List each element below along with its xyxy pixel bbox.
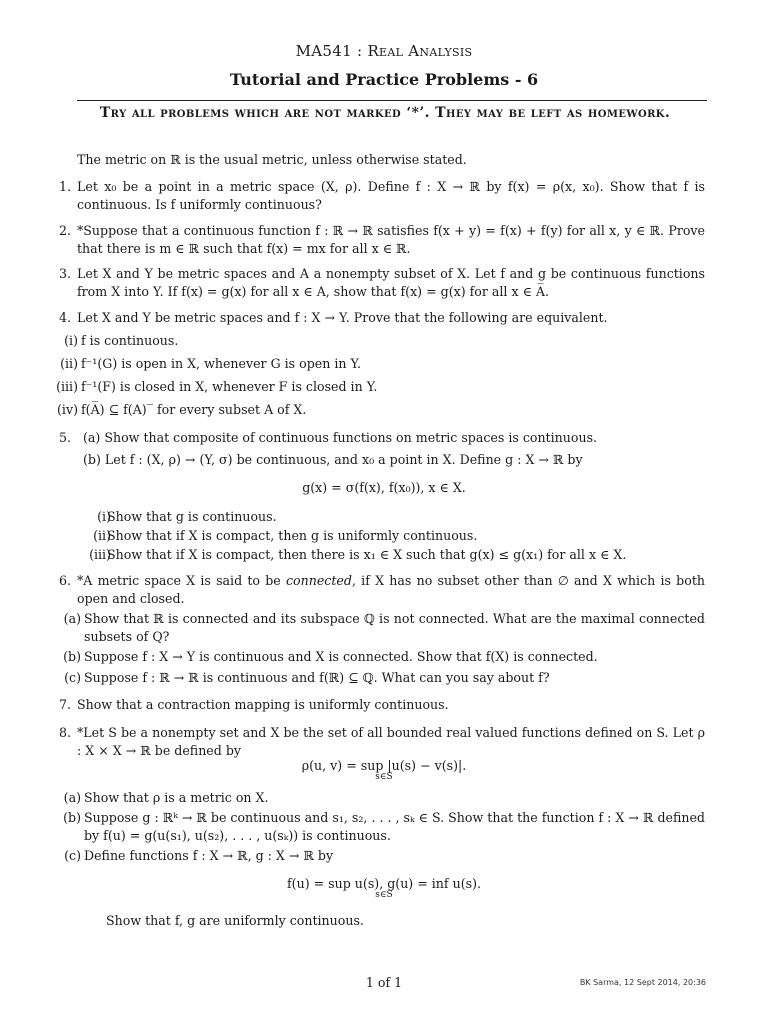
part-text: Show that if X is compact, then there is x₁ ∈ X such that g(x) ≤ g(x₁) for all x ∈ X. xyxy=(107,547,627,562)
problem-text: *Suppose that a continuous function f : ℝ → ℝ satisfies f(x + y) = f(x) + f(y) for all x, y ∈ ℝ. Prove that there is m ∈ ℝ such that f(x) = mx for all x ∈ ℝ. xyxy=(77,223,705,256)
problem-text: Show that a contraction mapping is uniformly continuous. xyxy=(77,697,449,712)
author-timestamp: BK Sarma, 12 Sept 2014, 20:36 xyxy=(579,978,706,987)
problem-number: 5. xyxy=(58,430,71,445)
problem-number: 7. xyxy=(58,697,71,712)
part-text: f⁻¹(F) is closed in X, whenever F is closed in Y. xyxy=(81,379,378,394)
emphasized-term: connected xyxy=(286,573,352,588)
equation-subscript: s∈S xyxy=(375,772,393,782)
problem-text xyxy=(77,572,705,607)
part-text: Show that ℝ is connected and its subspace ℚ is not connected. What are the maximal connected subsets of Q? xyxy=(84,611,705,644)
part-label: (ii) xyxy=(93,528,111,543)
part-label: (a) xyxy=(63,611,81,626)
problem-text: Let X and Y be metric spaces and f : X → Y. Prove that the following are equivalent. xyxy=(77,310,608,325)
intro-paragraph: The metric on ℝ is the usual metric, unless otherwise stated. xyxy=(77,152,467,167)
problem-number: 6. xyxy=(58,573,71,588)
part-text: Suppose g : ℝᵏ → ℝ be continuous and s₁, s₂, . . . , sₖ ∈ S. Show that the function f : X → ℝ defined by f(u) = g(u(s₁), u(s₂), . . . , u(sₖ)) is continuous. xyxy=(84,810,705,843)
part-label: (i) xyxy=(97,509,111,524)
part-text: f is continuous. xyxy=(81,333,179,348)
part-label: (b) xyxy=(63,810,81,825)
display-equation: g(x) = σ(f(x), f(x₀)), x ∈ X. xyxy=(302,480,466,495)
problem-number: 1. xyxy=(58,179,71,194)
part-text: Show that if X is compact, then g is uniformly continuous. xyxy=(107,528,478,543)
problem-text: (a) Show that composite of continuous functions on metric spaces is continuous. xyxy=(83,430,598,445)
part-label: (ii) xyxy=(60,356,78,371)
text-part: , if X has no subset other than ∅ and X which is both open and closed. xyxy=(77,573,705,606)
part-label: (i) xyxy=(64,333,78,348)
page-number: 1 of 1 xyxy=(365,975,403,990)
problem-number: 4. xyxy=(58,310,71,325)
problem-text: *Let S be a nonempty set and X be the set of all bounded real valued functions defined on S. Let ρ : X × X → ℝ be defined by xyxy=(77,725,705,758)
problem-text: Let X and Y be metric spaces and A a nonempty subset of X. Let f and g be continuous functions from X into Y. If f(x) = g(x) for all x ∈ A, show that f(x) = g(x) for all x ∈ A̅. xyxy=(77,266,705,299)
part-text: Show that ρ is a metric on X. xyxy=(84,790,269,805)
problem-number: 2. xyxy=(58,223,71,238)
display-equation: f(u) = sup u(s), g(u) = inf u(s). xyxy=(287,876,481,891)
part-text: f(A̅) ⊆ f(A)‾ for every subset A of X. xyxy=(81,402,307,417)
problem-number: 8. xyxy=(58,725,71,740)
problem-5-part-b: (b) Let f : (X, ρ) → (Y, σ) be continuous, and x₀ a point in X. Define g : X → ℝ by xyxy=(83,452,583,467)
part-label: (c) xyxy=(64,670,81,685)
equation-subscript: s∈S xyxy=(375,890,393,900)
part-label: (a) xyxy=(63,790,81,805)
part-label: (iii) xyxy=(56,379,78,394)
part-label: (iii) xyxy=(89,547,111,562)
part-label: (c) xyxy=(64,848,81,863)
tutorial-title: Tutorial and Practice Problems - 6 xyxy=(229,70,539,89)
part-text: f⁻¹(G) is open in X, whenever G is open in Y. xyxy=(81,356,362,371)
course-heading xyxy=(0,42,768,60)
part-text: Show that g is continuous. xyxy=(107,509,277,524)
part-label: (iv) xyxy=(57,402,78,417)
problem-text: Let x₀ be a point in a metric space (X, ρ). Define f : X → ℝ by f(x) = ρ(x, x₀). Show that f is continuous. Is f uniformly continuous? xyxy=(77,179,705,212)
part-label: (b) xyxy=(63,649,81,664)
header-rule xyxy=(77,100,707,101)
part-text: Suppose f : X → Y is continuous and X is connected. Show that f(X) is connected. xyxy=(84,649,598,664)
closing-text: Show that f, g are uniformly continuous. xyxy=(106,913,364,928)
course-code: MA541 : xyxy=(295,42,368,60)
problem-number: 3. xyxy=(58,266,71,281)
course-name: Real Analysis xyxy=(367,42,473,60)
instruction-banner: Try all problems which are not marked ‘*’. They may be left as homework. xyxy=(99,105,671,121)
part-text: Define functions f : X → ℝ, g : X → ℝ by xyxy=(84,848,334,863)
display-equation: ρ(u, v) = sup |u(s) − v(s)|. xyxy=(301,758,467,773)
text-part: *A metric space X is said to be xyxy=(77,573,286,588)
part-text: Suppose f : ℝ → ℝ is continuous and f(ℝ) ⊆ ℚ. What can you say about f? xyxy=(84,670,550,685)
